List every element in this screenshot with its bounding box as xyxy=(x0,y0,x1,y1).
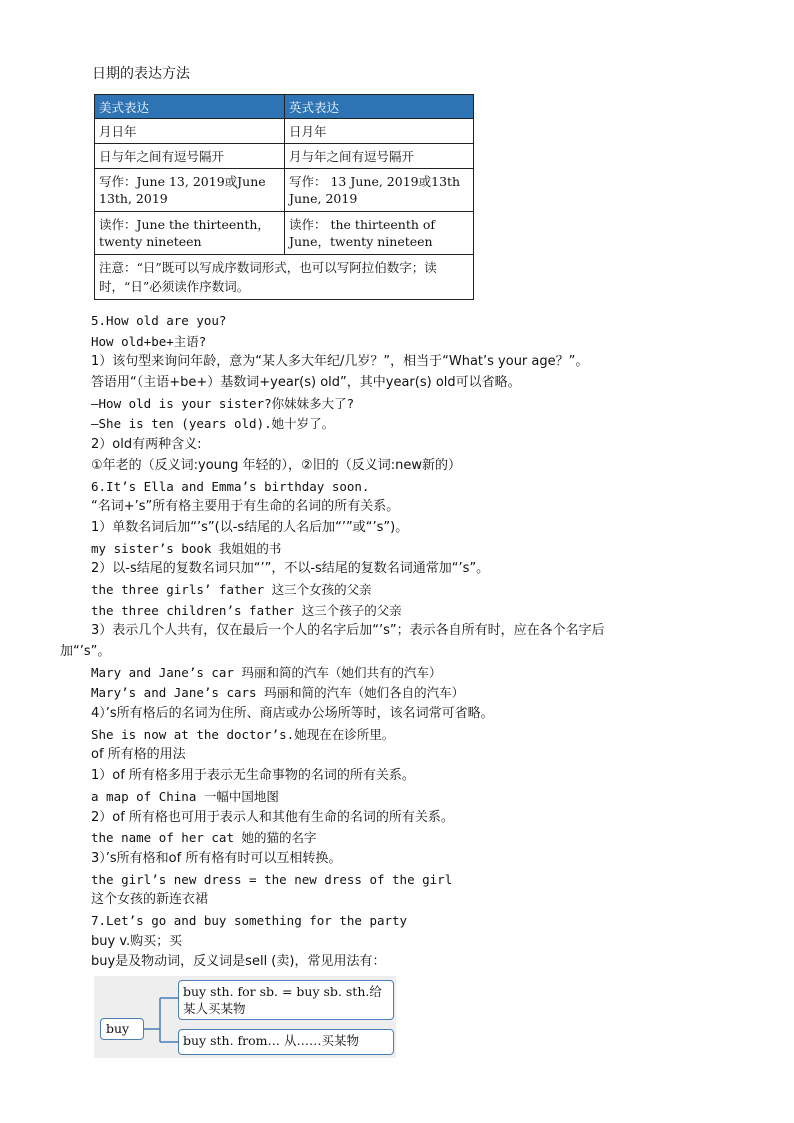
text-line: “名词+’s”所有格主要用于有生命的名词的所有关系。 xyxy=(91,499,400,515)
text-line: 5.How old are you? xyxy=(91,313,227,328)
text-line: 1）该句型来询问年龄，意为“某人多大年纪/几岁？”，相当于“What’s your age？”。 xyxy=(91,354,589,370)
text-line: the girl’s new dress = the new dress of the girl xyxy=(91,871,453,887)
text-line: 3）’s所有格和of 所有格有时可以互相转换。 xyxy=(91,850,342,866)
diagram-branch-node: buy sth. from… 从……买某物 xyxy=(178,1029,394,1055)
text-line: 加“’s”。 xyxy=(60,644,111,659)
text-line: Mary and Jane’s car 玛丽和简的汽车（她们共有的汽车） xyxy=(91,664,442,680)
text-line: the three girls’ father 这三个女孩的父亲 xyxy=(91,581,372,597)
diagram-branch-node: buy sth. for sb. = buy sb. sth.给某人买某物 xyxy=(178,980,394,1020)
text-line: 这个女孩的新连衣裙 xyxy=(91,892,209,908)
text-line: a map of China 一幅中国地图 xyxy=(91,788,279,804)
section-heading: 日期的表达方法 xyxy=(92,66,190,82)
table-cell: 写作：June 13, 2019或June 13th, 2019 xyxy=(95,169,285,212)
date-format-table xyxy=(94,94,474,300)
table-cell: 日月年 xyxy=(285,119,474,144)
body-text xyxy=(60,311,750,973)
text-line: 答语用“（主语+be+）基数词+year(s) old”，其中year(s) old可以省略。 xyxy=(91,375,521,391)
table-header-row xyxy=(95,95,474,119)
text-line: 2）of 所有格也可用于表示人和其他有生命的名词的所有关系。 xyxy=(91,809,454,825)
text-line: —She is ten (years old).她十岁了。 xyxy=(91,416,335,432)
text-line: 2）old有两种含义: xyxy=(91,437,202,453)
text-line: buy v.购买；买 xyxy=(91,933,183,949)
text-line: the three children’s father 这三个孩子的父亲 xyxy=(91,602,402,618)
text-line: She is now at the doctor’s.她现在在诊所里。 xyxy=(91,726,395,742)
text-line: my sister’s book 我姐姐的书 xyxy=(91,540,282,556)
text-line: 4）’s所有格后的名词为住所、商店或办公场所等时，该名词常可省略。 xyxy=(91,706,494,722)
table-cell: 月日年 xyxy=(95,119,285,144)
table-cell: 读作： the thirteenth of June，twenty nineteen xyxy=(285,212,474,255)
table-row xyxy=(95,119,474,144)
text-line: the name of her cat 她的猫的名字 xyxy=(91,830,317,846)
diagram-root-node: buy xyxy=(100,1018,144,1040)
table-row xyxy=(95,144,474,169)
text-line: 7.Let’s go and buy something for the party xyxy=(91,912,408,928)
text-line: 2）以-s结尾的复数名词只加“’”，不以-s结尾的复数名词通常加“’s”。 xyxy=(91,561,490,577)
table-note: 注意：“日”既可以写成序数词形式，也可以写阿拉伯数字；读时，“日”必须读作序数词。 xyxy=(95,255,474,300)
text-line: 6.It’s Ella and Emma’s birthday soon. xyxy=(91,478,370,494)
table-cell: 写作： 13 June, 2019或13th June, 2019 xyxy=(285,169,474,212)
table-note-row xyxy=(95,255,474,300)
text-line: buy是及物动词，反义词是sell (卖)，常见用法有： xyxy=(91,954,386,970)
text-line: 3）表示几个人共有，仅在最后一个人的名字后加“’s”；表示各自所有时，应在各个名字后 xyxy=(91,623,605,639)
text-line: Mary’s and Jane’s cars 玛丽和简的汽车（她们各自的汽车） xyxy=(91,685,465,701)
buy-usage-diagram xyxy=(94,976,396,1058)
table-header-cell: 英式表达 xyxy=(285,95,474,119)
text-line: ①年老的（反义词:young 年轻的），②旧的（反义词:new新的） xyxy=(91,457,461,473)
text-line: —How old is your sister?你妹妹多大了? xyxy=(91,395,355,411)
table-row xyxy=(95,212,474,255)
text-line: 1）of 所有格多用于表示无生命事物的名词的所有关系。 xyxy=(91,768,415,784)
table-cell: 读作：June the thirteenth，twenty nineteen xyxy=(95,212,285,255)
table-cell: 月与年之间有逗号隔开 xyxy=(285,144,474,169)
table-header-cell: 美式表达 xyxy=(95,95,285,119)
text-line: How old+be+主语? xyxy=(91,333,207,349)
text-line: of 所有格的用法 xyxy=(91,747,186,763)
text-line: 1）单数名词后加“’s”(以-s结尾的人名后加“’”或“’s”)。 xyxy=(91,519,409,535)
table-cell: 日与年之间有逗号隔开 xyxy=(95,144,285,169)
table-row xyxy=(95,169,474,212)
